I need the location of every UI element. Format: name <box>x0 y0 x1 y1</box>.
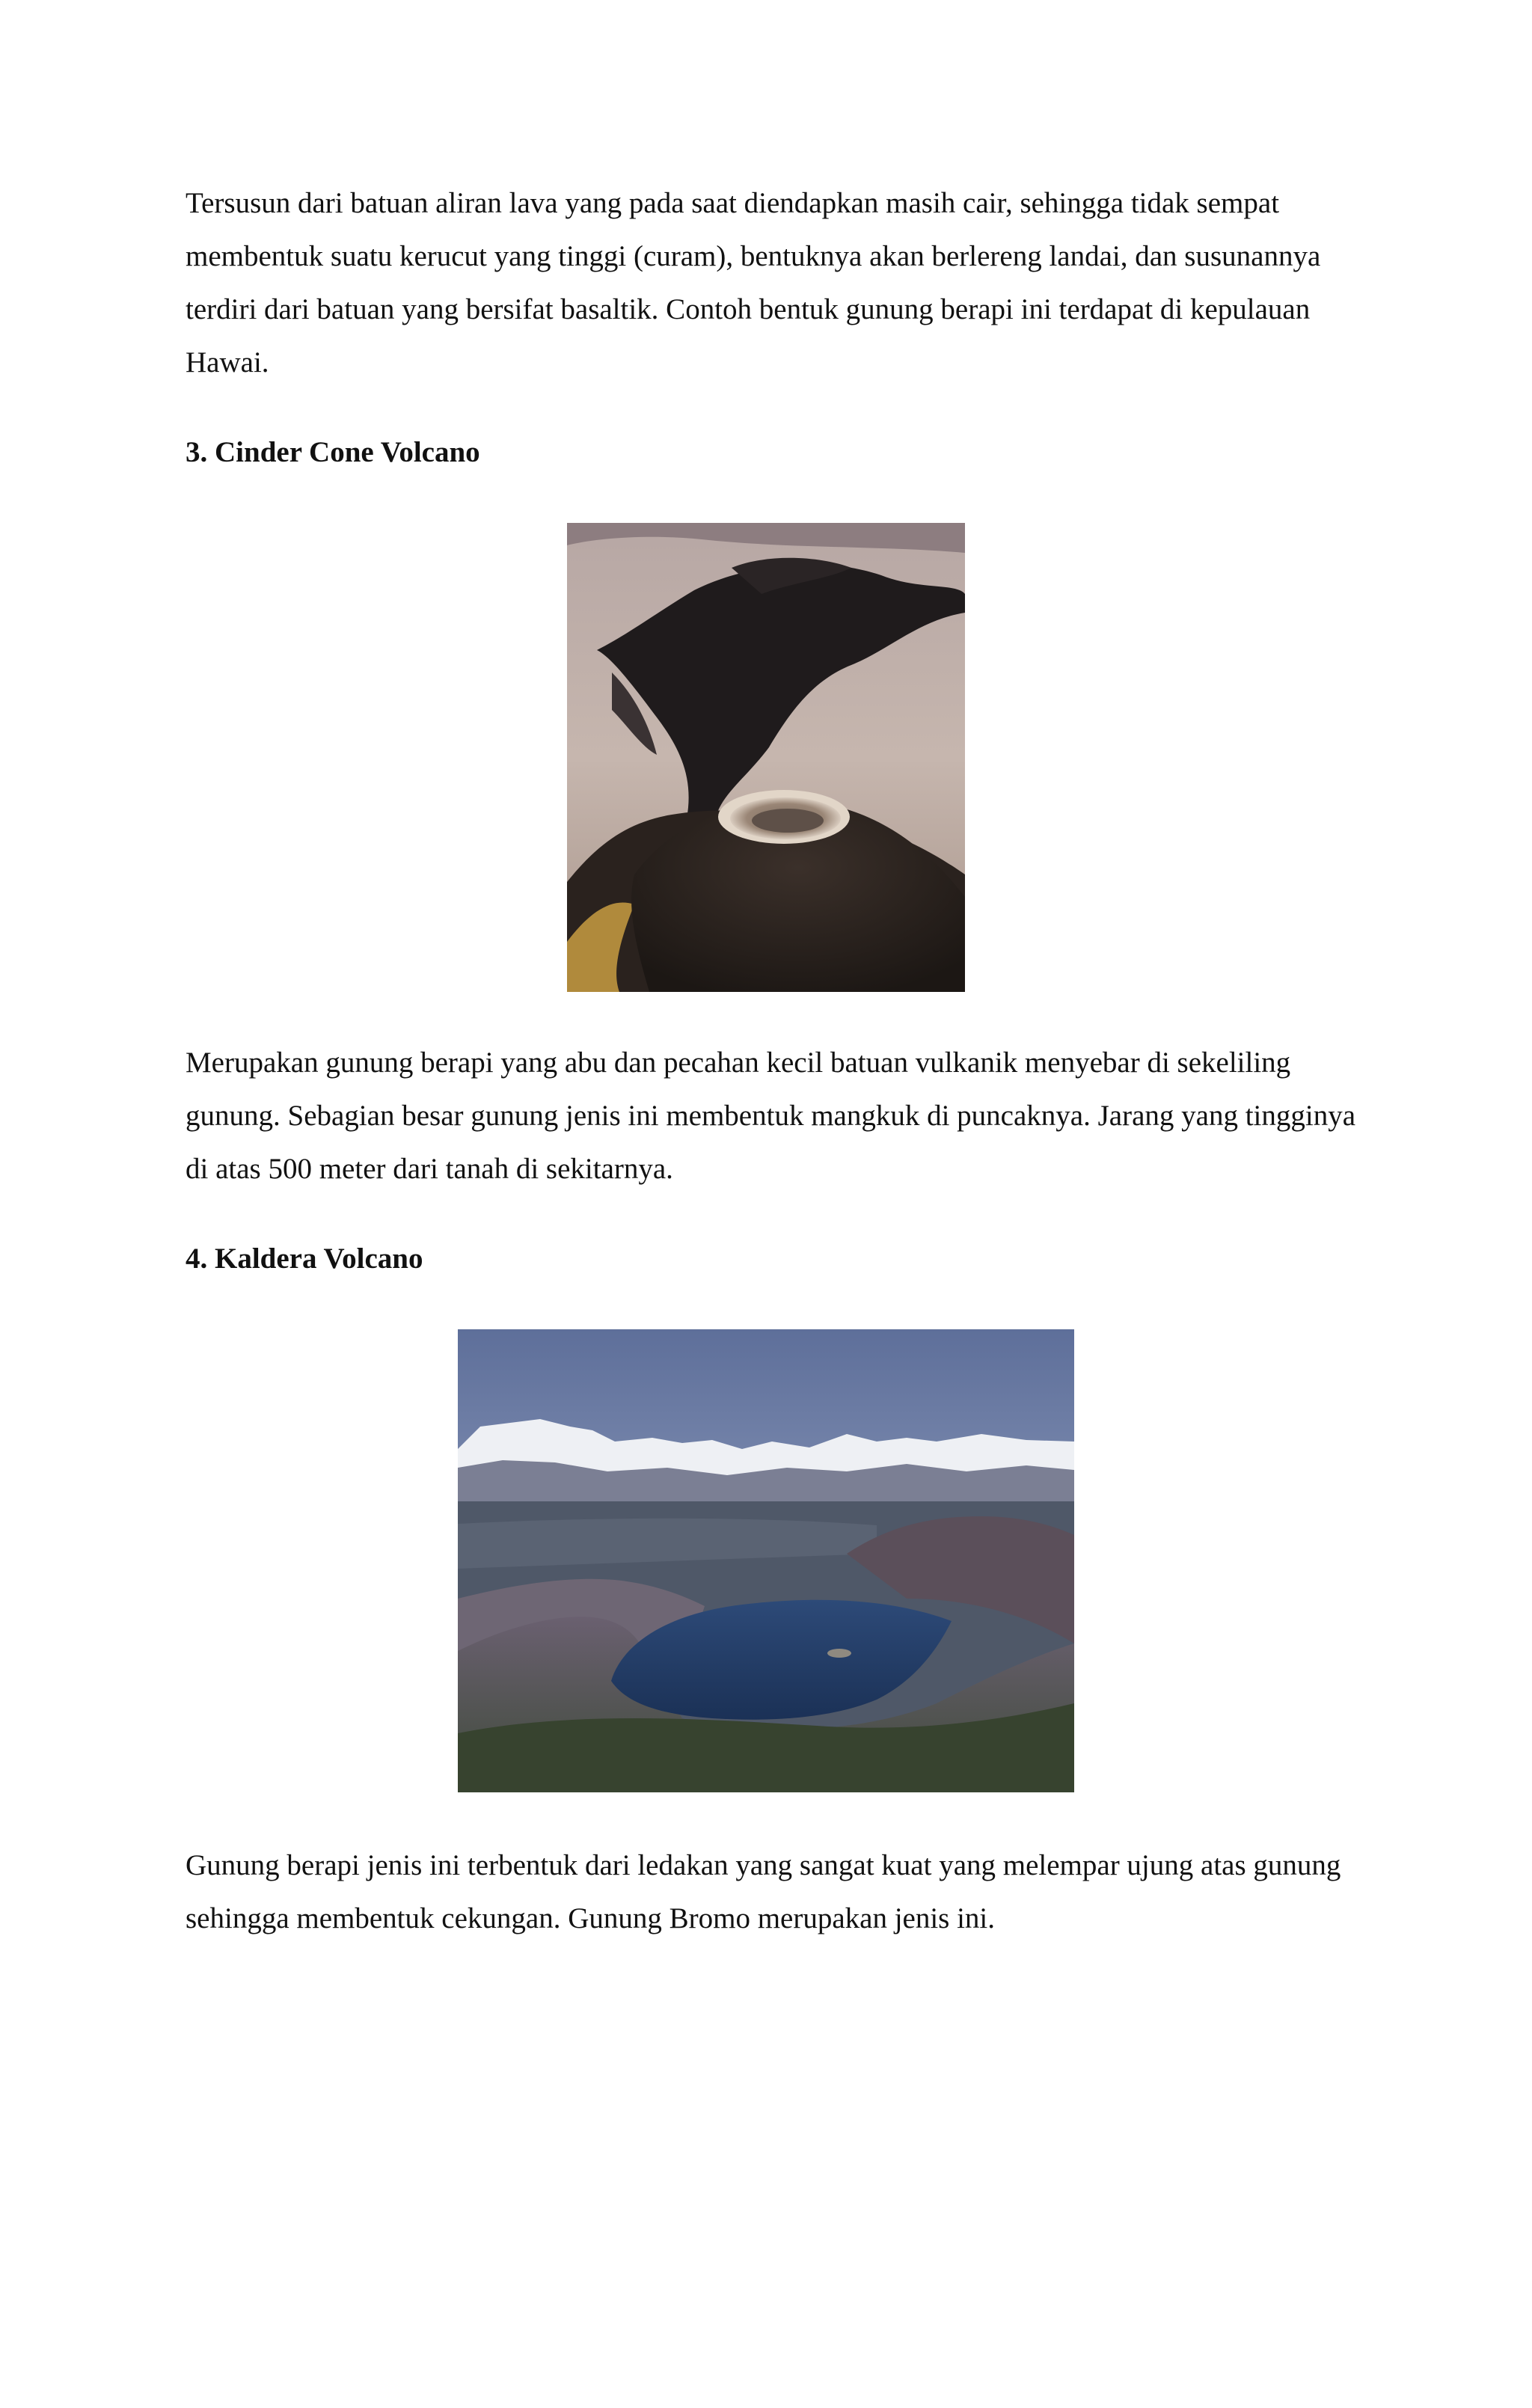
paragraph-kaldera-description: Gunung berapi jenis ini terbentuk dari ledakan yang sangat kuat yang melempar ujung atas gunung sehingga membentuk cekungan. Gunung Bromo merupakan jenis ini. <box>186 1849 1341 1934</box>
heading-cinder-cone-volcano: 3. Cinder Cone Volcano <box>186 436 480 468</box>
kaldera-volcano-photo <box>458 1329 1074 1792</box>
paragraph-shield-volcano: Tersusun dari batuan aliran lava yang pada saat diendapkan masih cair, sehingga tidak sempat membentuk suatu kerucut yang tinggi (curam), bentuknya akan berlereng landai, dan susunannya terdiri dari batuan yang bersifat basaltik. Contoh bentuk gunung berapi ini terdapat di kepulauan Hawai. <box>186 187 1321 379</box>
heading-kaldera-volcano: 4. Kaldera Volcano <box>186 1243 423 1275</box>
cinder-cone-volcano-photo <box>567 523 965 992</box>
paragraph-cinder-cone-description: Merupakan gunung berapi yang abu dan pecahan kecil batuan vulkanik menyebar di sekeliling gunung. Sebagian besar gunung jenis ini membentuk mangkuk di puncaknya. Jarang yang tingginya di atas 500 meter dari tanah di sekitarnya. <box>186 1047 1356 1185</box>
